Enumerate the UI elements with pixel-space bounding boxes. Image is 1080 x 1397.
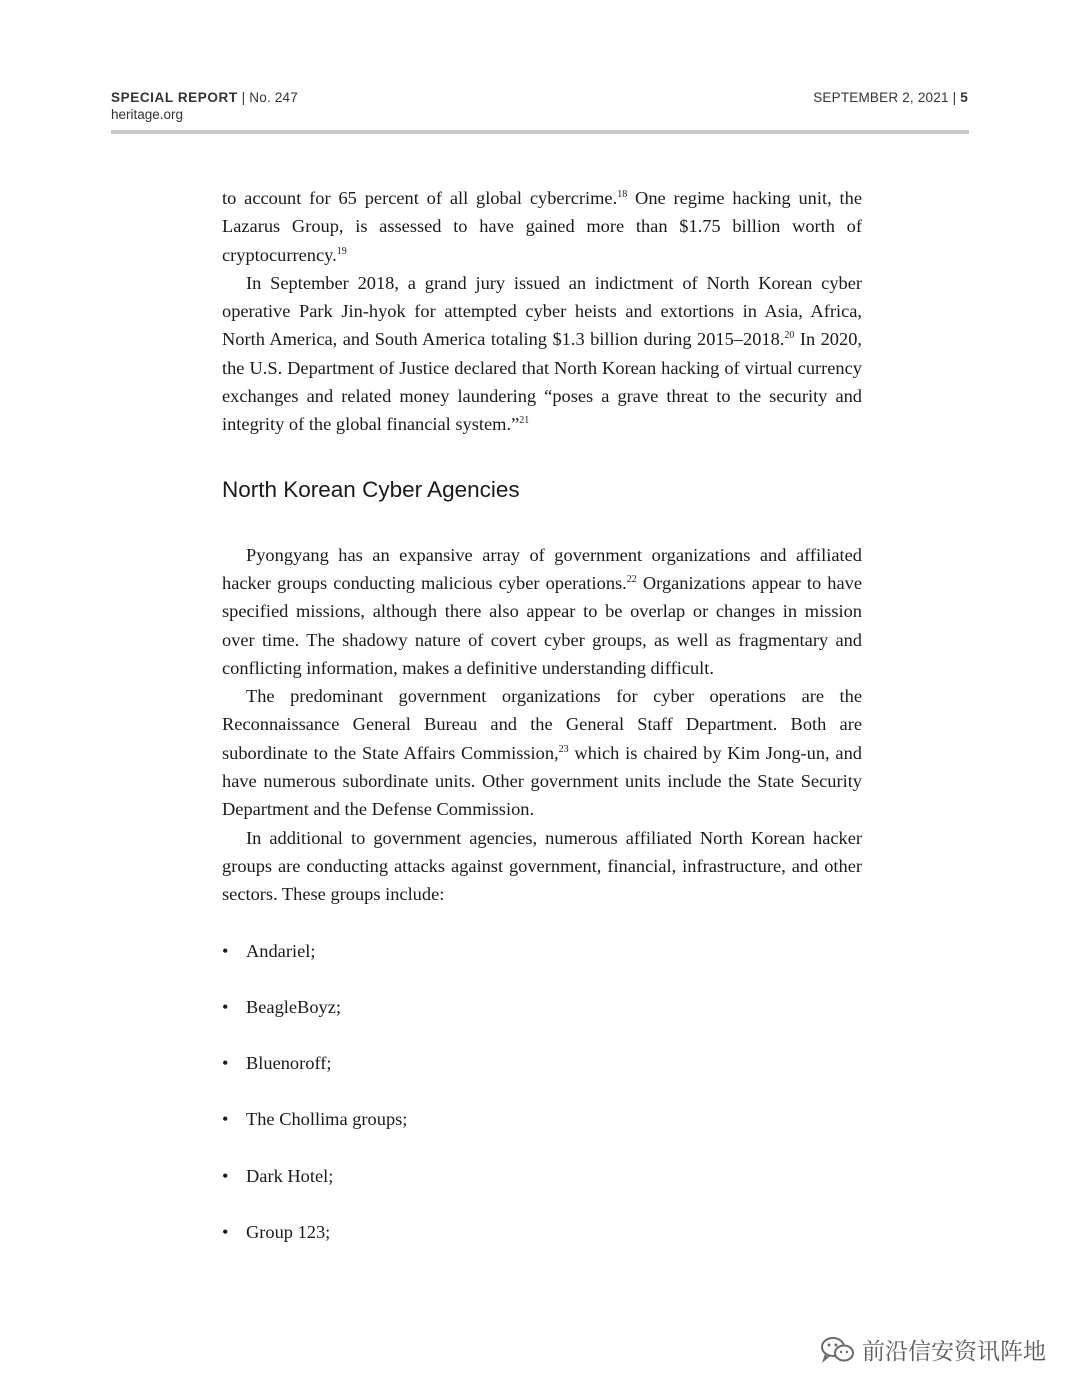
header-separator: | bbox=[237, 90, 250, 105]
paragraph-text: Organizations appear to have specified missions, although there also appear to be overlap or changes in mission over time. The shadowy nature of covert cyber groups, as well as fragmentary and conflicting information, makes a definitive understanding difficult. bbox=[222, 572, 862, 678]
list-item-text: Andariel; bbox=[246, 940, 316, 961]
list-item bbox=[222, 937, 862, 965]
list-item bbox=[222, 1049, 862, 1077]
bullet: • bbox=[222, 940, 229, 961]
running-header-left bbox=[111, 89, 298, 123]
report-number: No. 247 bbox=[249, 90, 298, 105]
paragraph-text: Pyongyang has an expansive array of government organizations and affiliated hacker groups conducting malicious cyber operations. bbox=[222, 544, 862, 593]
body-paragraph bbox=[222, 682, 862, 823]
body-paragraph bbox=[222, 541, 862, 682]
wechat-icon bbox=[820, 1335, 856, 1365]
paragraph-text: In September 2018, a grand jury issued an indictment of North Korean cyber operative Park Jin-hyok for attempted cyber heists and extortions in Asia, Africa, North America, and South America totaling $1.3 billion during 2015–2018. bbox=[222, 272, 862, 350]
footnote-ref: 18 bbox=[617, 189, 628, 200]
report-label: SPECIAL REPORT bbox=[111, 90, 238, 105]
list-item bbox=[222, 1162, 862, 1190]
section-heading: North Korean Cyber Agencies bbox=[222, 476, 520, 502]
bullet: • bbox=[222, 1109, 229, 1130]
paragraph-text: which is chaired by Kim Jong-un, and have numerous subordinate units. Other government units include the State Security Department and the Defense Commission. bbox=[222, 742, 862, 820]
footnote-ref: 21 bbox=[519, 415, 530, 427]
list-item-text: Dark Hotel; bbox=[246, 1165, 334, 1186]
header-rule bbox=[111, 130, 969, 134]
report-date: SEPTEMBER 2, 2021 bbox=[813, 90, 949, 105]
list-item-text: Group 123; bbox=[246, 1222, 331, 1243]
watermark bbox=[820, 1333, 1046, 1366]
report-id bbox=[111, 89, 298, 106]
paragraph-text: to account for 65 percent of all global cybercrime. bbox=[222, 188, 618, 208]
body-paragraph bbox=[222, 184, 862, 269]
paragraph-text: In additional to government agencies, numerous affiliated North Korean hacker groups are conducting attacks against government, financial, infrastructure, and other sectors. These groups include: bbox=[222, 827, 862, 905]
footnote-ref: 23 bbox=[558, 743, 569, 755]
list-item bbox=[222, 1105, 862, 1133]
list-item-text: Bluenoroff; bbox=[246, 1053, 332, 1074]
list-item-text: BeagleBoyz; bbox=[246, 996, 341, 1017]
running-header-right bbox=[813, 89, 968, 106]
article-body bbox=[222, 184, 862, 1274]
body-paragraph bbox=[222, 824, 862, 909]
bullet: • bbox=[222, 1053, 229, 1074]
list-item bbox=[222, 1218, 862, 1246]
bullet: • bbox=[222, 1165, 229, 1186]
bullet: • bbox=[222, 996, 229, 1017]
bullet: • bbox=[222, 1222, 229, 1243]
hacker-group-list bbox=[222, 937, 862, 1246]
paragraph-text: One regime hacking unit, the Lazarus Group, is assessed to have gained more than $1.75 billion worth of cryptocurrency. bbox=[222, 188, 863, 265]
list-item-text: The Chollima groups; bbox=[246, 1109, 408, 1130]
body-paragraph bbox=[222, 269, 862, 439]
footnote-ref: 19 bbox=[336, 245, 347, 257]
site-name: heritage.org bbox=[111, 107, 184, 122]
header-separator: | bbox=[948, 90, 961, 105]
footnote-ref: 20 bbox=[784, 330, 795, 342]
page-number: 5 bbox=[960, 90, 968, 105]
watermark-text: 前沿信安资讯阵地 bbox=[862, 1339, 1046, 1365]
paragraph-text: The predominant government organizations for cyber operations are the Reconnaissance General Bureau and the General Staff Department. Both are subordinate to the State Affairs Commission, bbox=[222, 686, 862, 763]
paragraph-text: In 2020, the U.S. Department of Justice declared that North Korean hacking of virtual currency exchanges and related money laundering “poses a grave threat to the security and integrity of the global financial system.” bbox=[222, 329, 862, 435]
list-item bbox=[222, 993, 862, 1021]
footnote-ref: 22 bbox=[626, 573, 637, 585]
